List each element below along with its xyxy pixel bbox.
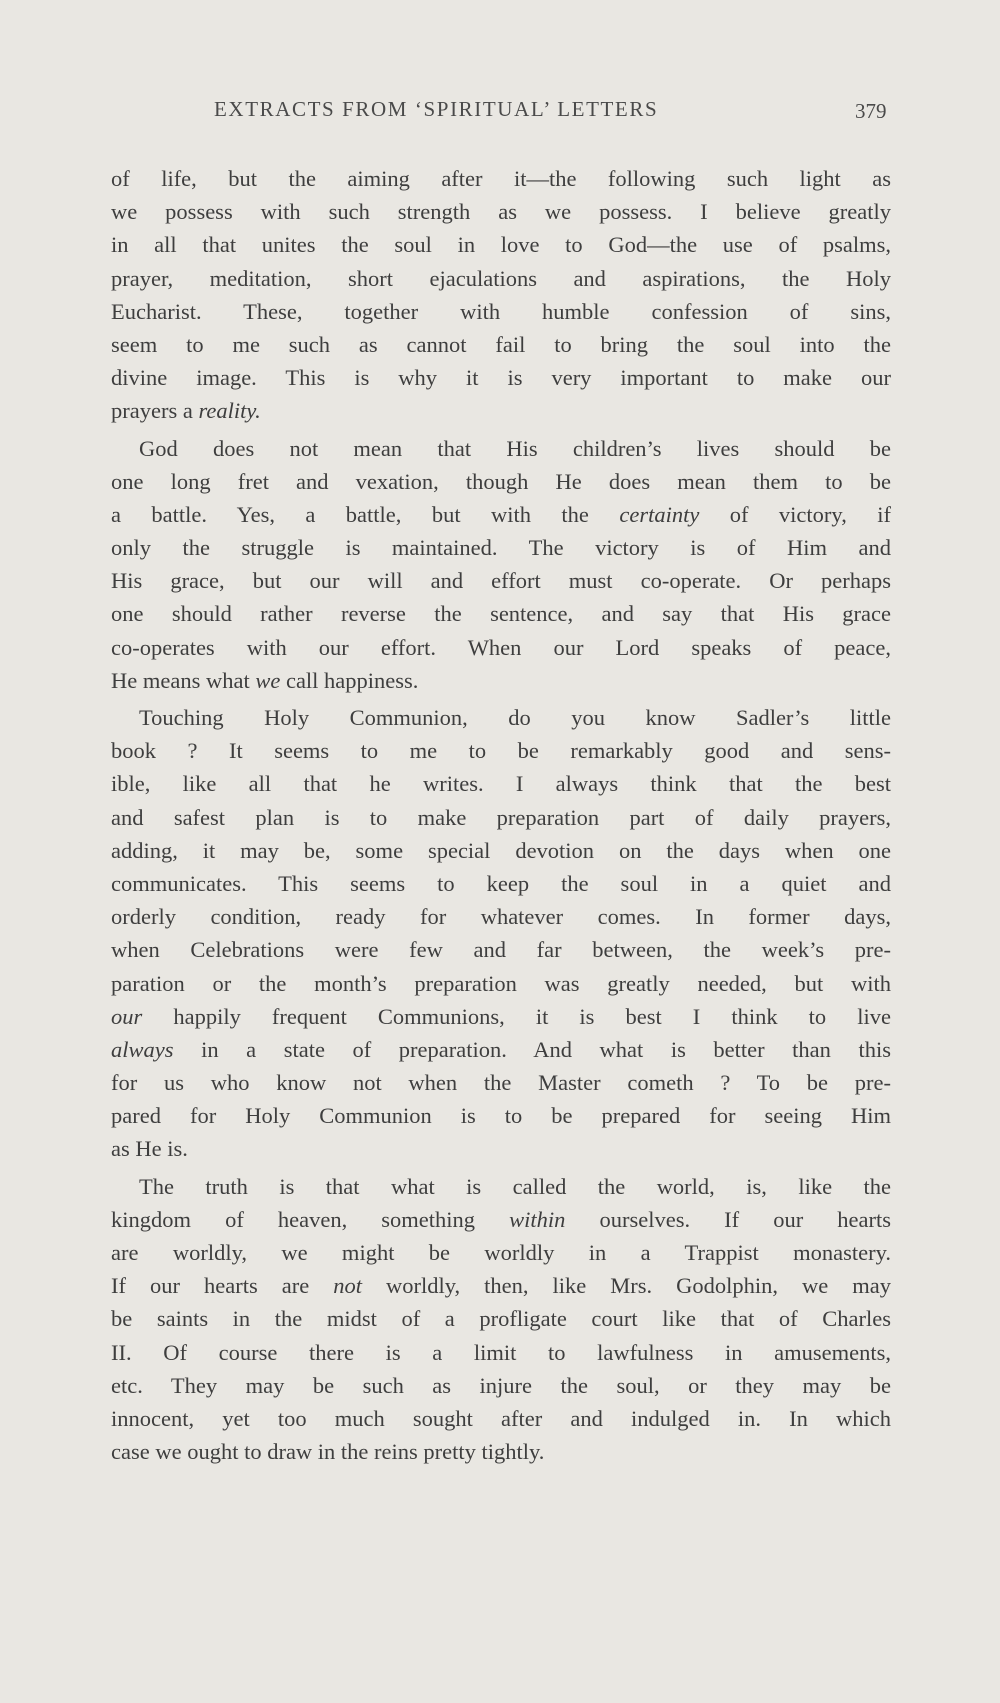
text-line: paration or the month’s preparation was greatly needed, but with [111, 970, 891, 996]
text-line: when Celebrations were few and far between, the week’s pre- [111, 937, 891, 963]
text-line: are worldly, we might be worldly in a Trappist monastery. [111, 1240, 891, 1265]
text-line: one long fret and vexation, though He does mean them to be [111, 468, 891, 494]
text-fragment: He means what [111, 667, 256, 693]
text-line: orderly condition, ready for whatever comes. In former days, [111, 904, 891, 930]
italic-text: we [255, 667, 281, 693]
text-line: Eucharist. These, together with humble confession of sins, [111, 298, 891, 324]
text-line: divine image. This is why it is very important to make our [111, 365, 891, 391]
text-line: communicates. This seems to keep the soul in a quiet and [111, 870, 891, 896]
text-fragment: prayers a [111, 398, 199, 424]
text-line: etc. They may be such as injure the soul, or they may be [111, 1372, 891, 1398]
text-line: be saints in the midst of a profligate court like that of Charles [111, 1306, 891, 1332]
text-fragment: a battle. Yes, a battle, but with the [111, 501, 620, 527]
text-line [111, 1269, 891, 1302]
running-head [0, 97, 1000, 127]
text-line: God does not mean that His children’s lives should be [139, 435, 891, 461]
text-line [111, 1033, 891, 1066]
text-fragment: If our hearts are [111, 1273, 334, 1299]
italic-text: certainty [619, 501, 700, 527]
text-fragment: in a state of preparation. And what is better than this [173, 1036, 891, 1062]
text-line: ible, like all that he writes. I always think that the best [111, 771, 891, 797]
text-line: and safest plan is to make preparation part of daily prayers, [111, 804, 891, 830]
text-line: case we ought to draw in the reins pretty tightly. [111, 1439, 545, 1465]
italic-text: reality. [198, 398, 261, 424]
text-line [111, 1203, 891, 1236]
text-line: in all that unites the soul in love to God—the use of psalms, [111, 232, 891, 258]
text-fragment: kingdom of heaven, something [111, 1206, 510, 1232]
body-text [111, 162, 891, 1469]
paragraph-3 [111, 701, 891, 1166]
text-line [111, 1000, 891, 1033]
text-line: The truth is that what is called the world, is, like the [139, 1173, 891, 1199]
text-line: we possess with such strength as we possess. I believe greatly [111, 199, 891, 225]
text-line: for us who know not when the Master cometh ? To be pre- [111, 1070, 891, 1096]
text-fragment: of victory, if [699, 501, 891, 527]
text-line: book ? It seems to me to be remarkably good and sens- [111, 738, 891, 764]
text-line: innocent, yet too much sought after and indulged in. In which [111, 1405, 891, 1431]
text-line [111, 394, 891, 427]
text-fragment: happily frequent Communions, it is best I think to live [142, 1003, 891, 1029]
text-line: of life, but the aiming after it—the following such light as [111, 166, 891, 191]
text-fragment: ourselves. If our hearts [565, 1206, 891, 1232]
page-number: 379 [855, 99, 887, 123]
running-title: EXTRACTS FROM ‘SPIRITUAL’ LETTERS [214, 97, 659, 121]
text-line: His grace, but our will and effort must co-operate. Or perhaps [111, 568, 891, 594]
paragraph-1 [111, 162, 891, 428]
text-line [111, 498, 891, 531]
italic-text: not [333, 1273, 362, 1299]
paragraph-2 [111, 432, 891, 698]
text-line: adding, it may be, some special devotion on the days when one [111, 837, 891, 863]
text-line: II. Of course there is a limit to lawfulness in amusements, [111, 1339, 891, 1365]
text-fragment: call happiness. [280, 667, 419, 693]
italic-text: within [509, 1206, 566, 1232]
italic-text: always [111, 1036, 174, 1062]
text-line: Touching Holy Communion, do you know Sadler’s little [139, 705, 891, 730]
italic-text: our [111, 1003, 143, 1029]
text-line: co-operates with our effort. When our Lord speaks of peace, [111, 634, 891, 660]
paragraph-4 [111, 1170, 891, 1469]
text-fragment: worldly, then, like Mrs. Godolphin, we may [361, 1273, 891, 1299]
text-line: prayer, meditation, short ejaculations and aspirations, the Holy [111, 265, 891, 291]
text-line: pared for Holy Communion is to be prepared for seeing Him [111, 1103, 891, 1129]
text-line: one should rather reverse the sentence, and say that His grace [111, 601, 891, 627]
text-line: seem to me such as cannot fail to bring the soul into the [111, 331, 891, 357]
text-line: only the struggle is maintained. The victory is of Him and [111, 535, 891, 561]
text-line [111, 664, 891, 697]
text-line: as He is. [111, 1136, 188, 1162]
